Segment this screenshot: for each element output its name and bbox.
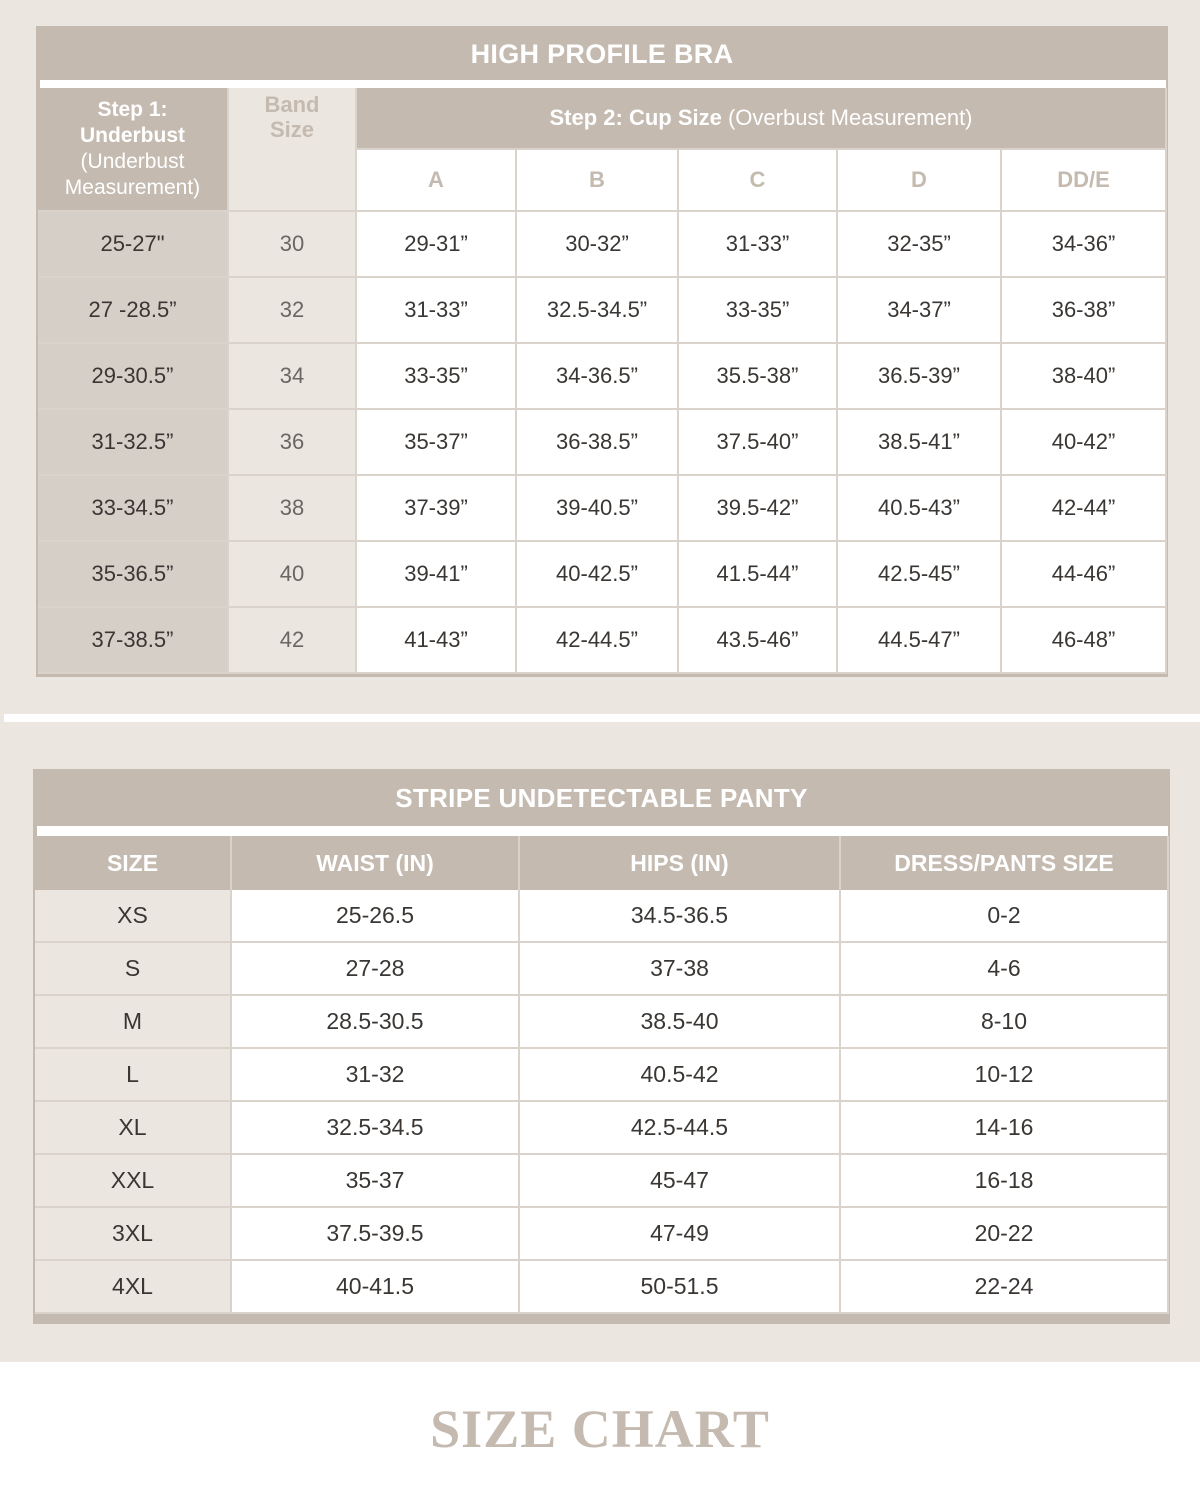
measurement-cell: 0-2 — [840, 890, 1168, 942]
cup-measurement-cell: 41.5-44” — [678, 541, 837, 607]
table-row — [38, 211, 1166, 277]
cup-measurement-cell: 36-38” — [1001, 277, 1166, 343]
cup-measurement-cell: 42-44” — [1001, 475, 1166, 541]
measurement-cell: 37-38 — [519, 942, 840, 995]
cup-measurement-cell: 38-40” — [1001, 343, 1166, 409]
cup-measurement-cell: 36-38.5” — [516, 409, 678, 475]
table-row — [35, 995, 1168, 1048]
cup-measurement-cell: 44-46” — [1001, 541, 1166, 607]
cup-measurement-cell: 35-37” — [356, 409, 516, 475]
band-size-cell: 42 — [228, 607, 356, 673]
size-cell: 4XL — [35, 1260, 231, 1313]
measurement-cell: 27-28 — [231, 942, 519, 995]
table-row — [38, 541, 1166, 607]
band-size-header — [228, 88, 356, 211]
step1-sublabel: (Underbust Measurement) — [64, 150, 201, 199]
cup-header: C — [678, 149, 837, 211]
underbust-cell: 35-36.5” — [38, 541, 228, 607]
size-cell: L — [35, 1048, 231, 1101]
measurement-cell: 50-51.5 — [519, 1260, 840, 1313]
table-row — [35, 1207, 1168, 1260]
cup-measurement-cell: 44.5-47” — [837, 607, 1001, 673]
table-row — [35, 1260, 1168, 1313]
table-row — [38, 607, 1166, 673]
underbust-cell: 29-30.5” — [38, 343, 228, 409]
cup-measurement-cell: 40-42” — [1001, 409, 1166, 475]
column-header: HIPS (IN) — [519, 836, 840, 890]
cup-measurement-cell: 42-44.5” — [516, 607, 678, 673]
table-row — [35, 890, 1168, 942]
measurement-cell: 16-18 — [840, 1154, 1168, 1207]
measurement-cell: 40-41.5 — [231, 1260, 519, 1313]
cup-measurement-cell: 29-31” — [356, 211, 516, 277]
size-cell: M — [35, 995, 231, 1048]
measurement-cell: 25-26.5 — [231, 890, 519, 942]
band-size-cell: 40 — [228, 541, 356, 607]
cup-measurement-cell: 36.5-39” — [837, 343, 1001, 409]
title-separator — [37, 826, 1168, 836]
panty-table-title: STRIPE UNDETECTABLE PANTY — [395, 783, 808, 813]
bra-size-table — [36, 26, 1168, 677]
measurement-cell: 10-12 — [840, 1048, 1168, 1101]
size-cell: XS — [35, 890, 231, 942]
measurement-cell: 4-6 — [840, 942, 1168, 995]
title-separator — [40, 80, 1166, 88]
measurement-cell: 31-32 — [231, 1048, 519, 1101]
cup-measurement-cell: 43.5-46” — [678, 607, 837, 673]
cup-measurement-cell: 31-33” — [356, 277, 516, 343]
cup-measurement-cell: 31-33” — [678, 211, 837, 277]
band-size-cell: 38 — [228, 475, 356, 541]
cup-measurement-cell: 33-35” — [678, 277, 837, 343]
measurement-cell: 14-16 — [840, 1101, 1168, 1154]
size-cell: XL — [35, 1101, 231, 1154]
cup-measurement-cell: 35.5-38” — [678, 343, 837, 409]
measurement-cell: 34.5-36.5 — [519, 890, 840, 942]
band-size-cell: 36 — [228, 409, 356, 475]
step2-sublabel: (Overbust Measurement) — [727, 105, 973, 130]
cup-measurement-cell: 37.5-40” — [678, 409, 837, 475]
cup-measurement-cell: 46-48” — [1001, 607, 1166, 673]
cup-measurement-cell: 38.5-41” — [837, 409, 1001, 475]
section-divider — [4, 714, 1200, 722]
cup-measurement-cell: 42.5-45” — [837, 541, 1001, 607]
cup-measurement-cell: 40-42.5” — [516, 541, 678, 607]
measurement-cell: 47-49 — [519, 1207, 840, 1260]
table-row — [38, 475, 1166, 541]
size-cell: XXL — [35, 1154, 231, 1207]
underbust-cell: 37-38.5” — [38, 607, 228, 673]
bra-table-title: HIGH PROFILE BRA — [470, 39, 734, 69]
measurement-cell: 45-47 — [519, 1154, 840, 1207]
cup-measurement-cell: 41-43” — [356, 607, 516, 673]
table-row — [35, 1101, 1168, 1154]
measurement-cell: 20-22 — [840, 1207, 1168, 1260]
cup-header: A — [356, 149, 516, 211]
table-row — [35, 1048, 1168, 1101]
band-size-label: Band Size — [264, 92, 320, 142]
column-header: SIZE — [35, 836, 231, 890]
cup-header: B — [516, 149, 678, 211]
measurement-cell: 28.5-30.5 — [231, 995, 519, 1048]
cup-measurement-cell: 32.5-34.5” — [516, 277, 678, 343]
step2-header — [356, 88, 1166, 149]
cup-measurement-cell: 39-40.5” — [516, 475, 678, 541]
measurement-cell: 22-24 — [840, 1260, 1168, 1313]
panty-size-table — [33, 769, 1170, 1324]
underbust-cell: 31-32.5” — [38, 409, 228, 475]
size-cell: S — [35, 942, 231, 995]
table-row — [35, 1154, 1168, 1207]
cup-measurement-cell: 39-41” — [356, 541, 516, 607]
measurement-cell: 8-10 — [840, 995, 1168, 1048]
underbust-cell: 25-27" — [38, 211, 228, 277]
band-size-cell: 32 — [228, 277, 356, 343]
size-cell: 3XL — [35, 1207, 231, 1260]
column-header: WAIST (IN) — [231, 836, 519, 890]
measurement-cell: 37.5-39.5 — [231, 1207, 519, 1260]
measurement-cell: 40.5-42 — [519, 1048, 840, 1101]
cup-header: D — [837, 149, 1001, 211]
cup-measurement-cell: 33-35” — [356, 343, 516, 409]
column-header: DRESS/PANTS SIZE — [840, 836, 1168, 890]
cup-measurement-cell: 40.5-43” — [837, 475, 1001, 541]
cup-measurement-cell: 32-35” — [837, 211, 1001, 277]
measurement-cell: 38.5-40 — [519, 995, 840, 1048]
step1-label: Step 1: Underbust — [80, 98, 185, 147]
measurement-cell: 32.5-34.5 — [231, 1101, 519, 1154]
measurement-cell: 35-37 — [231, 1154, 519, 1207]
step2-label: Step 2: Cup Size — [549, 105, 722, 130]
underbust-cell: 27 -28.5” — [38, 277, 228, 343]
table-row — [38, 343, 1166, 409]
table-row — [38, 409, 1166, 475]
size-chart-heading: SIZE CHART — [430, 1399, 770, 1459]
cup-measurement-cell: 34-37” — [837, 277, 1001, 343]
table-row — [38, 277, 1166, 343]
cup-measurement-cell: 30-32” — [516, 211, 678, 277]
band-size-cell: 30 — [228, 211, 356, 277]
cup-measurement-cell: 34-36” — [1001, 211, 1166, 277]
cup-header: DD/E — [1001, 149, 1166, 211]
cup-measurement-cell: 34-36.5” — [516, 343, 678, 409]
cup-measurement-cell: 37-39” — [356, 475, 516, 541]
measurement-cell: 42.5-44.5 — [519, 1101, 840, 1154]
underbust-cell: 33-34.5” — [38, 475, 228, 541]
step1-header — [38, 88, 228, 211]
table-row — [35, 942, 1168, 995]
cup-measurement-cell: 39.5-42” — [678, 475, 837, 541]
band-size-cell: 34 — [228, 343, 356, 409]
